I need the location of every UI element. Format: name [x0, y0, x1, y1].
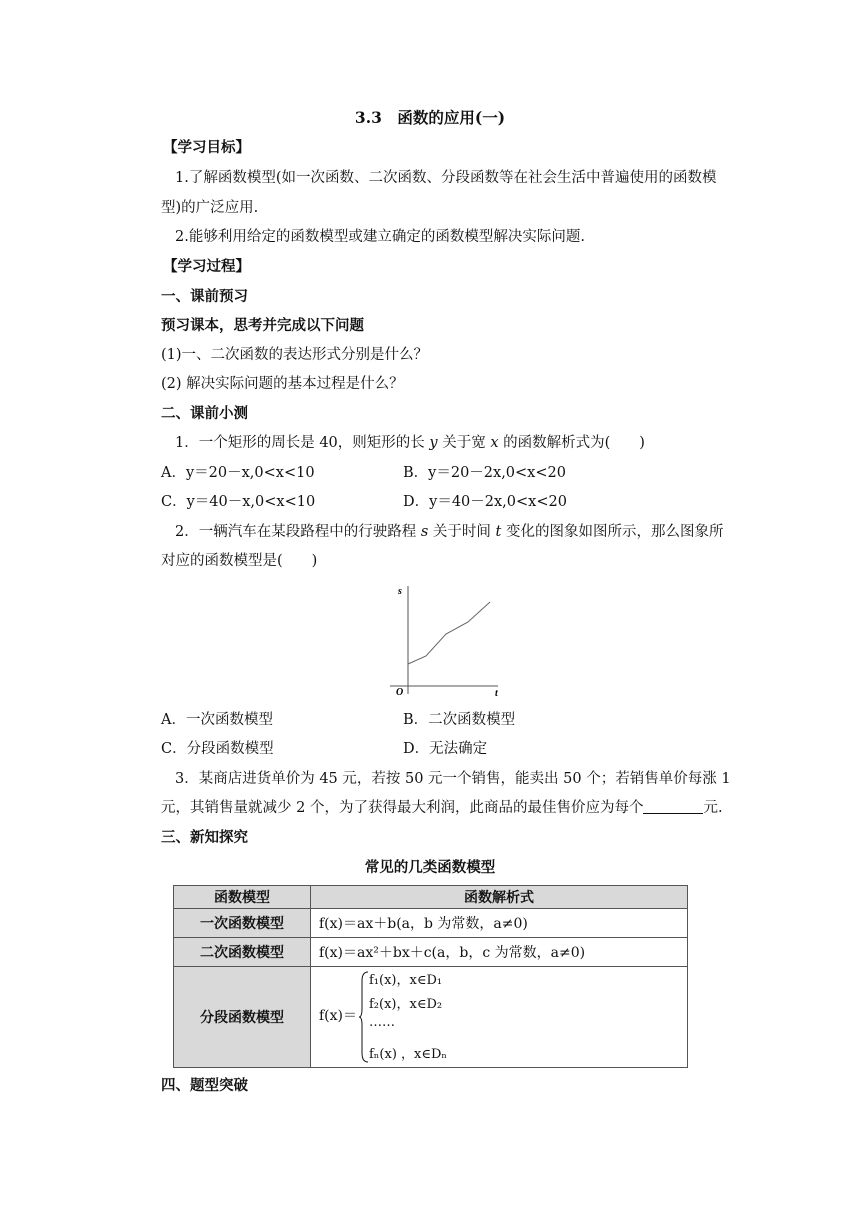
problem-2-line-2: 对应的函数模型是( ) [161, 553, 318, 569]
table-row [174, 938, 688, 967]
problem-1-option-b[interactable]: B．y＝20－2x,0<x<20 [403, 465, 566, 481]
function-model-table [173, 885, 688, 1068]
problem-1-stem [175, 433, 645, 453]
goal-2: 2.能够利用给定的函数模型或建立确定的函数模型解决实际问题. [175, 229, 585, 245]
table-row [174, 909, 688, 938]
piece-2: f₂(x)，x∈D₂ [369, 997, 443, 1012]
page-title: 3.3 函数的应用(一) [354, 108, 506, 127]
row-2-model: 二次函数模型 [174, 938, 311, 967]
piecewise-fx: f(x)＝ [319, 1008, 358, 1024]
problem-1-stem-a: 1．一个矩形的周长是 40，则矩形的长 [175, 435, 430, 451]
problem-1-stem-c: 的函数解析式为( ) [498, 435, 645, 451]
problem-1-stem-b: 关于宽 [437, 435, 491, 451]
problem-1-option-d[interactable]: D．y＝40－2x,0<x<20 [403, 494, 567, 510]
problem-3-line-1: 3．某商店进货单价为 45 元，若按 50 元一个销售，能卖出 50 个；若销售单价每涨 1 [175, 771, 731, 787]
graph-label-t: t [495, 688, 498, 698]
problem-2-line-1-c: 变化的图象如图所示，那么图象所 [501, 524, 724, 540]
problem-1-option-a[interactable]: A．y＝20－x,0<x<10 [161, 465, 315, 481]
question-2: (2) 解决实际问题的基本过程是什么？ [161, 376, 404, 392]
row-2-formula: f(x)＝ax²＋bx＋c(a，b，c 为常数，a≠0) [311, 938, 688, 967]
preview-heading: 一、课前预习 [161, 288, 248, 305]
problem-2-option-b[interactable]: B．二次函数模型 [403, 712, 516, 728]
problem-2-line-1-b: 关于时间 [428, 524, 496, 540]
explore-heading: 三、新知探究 [161, 829, 248, 846]
graph-label-o: O [396, 687, 404, 698]
problem-3-line-2-b: 元. [703, 800, 723, 816]
header-model: 函数模型 [174, 886, 311, 909]
table-row [174, 967, 688, 1068]
goal-1-line-1: 1.了解函数模型(如一次函数、二次函数、分段函数等在社会生活中普遍使用的函数模 [175, 170, 717, 186]
goal-1-line-2: 型)的广泛应用. [161, 200, 259, 216]
piece-ellipsis: …… [369, 1015, 395, 1030]
distance-time-graph [380, 576, 510, 698]
problem-1-var-y: y [429, 435, 438, 451]
table-header-row [174, 886, 688, 909]
answer-blank[interactable] [643, 799, 703, 814]
problem-3-line-2-a: 元，其销售量就减少 2 个，为了获得最大利润，此商品的最佳售价应为每个 [161, 800, 644, 816]
question-1: (1)一、二次函数的表达形式分别是什么？ [161, 347, 429, 363]
piece-1: f₁(x)，x∈D₁ [369, 973, 443, 988]
problem-1-option-c[interactable]: C．y＝40－x,0<x<10 [161, 494, 316, 510]
problem-2-var-s: s [420, 524, 429, 540]
graph-label-s: s [398, 586, 402, 597]
problem-3-line-2 [161, 798, 723, 818]
row-1-formula: f(x)＝ax＋b(a，b 为常数，a≠0) [311, 909, 688, 938]
problem-2-option-a[interactable]: A．一次函数模型 [161, 712, 273, 728]
goals-heading: 【学习目标】 [163, 139, 250, 156]
problem-2-line-1 [175, 522, 723, 542]
piece-n: fₙ(x) ，x∈Dₙ [369, 1047, 448, 1062]
problem-2-option-c[interactable]: C．分段函数模型 [161, 741, 274, 757]
row-1-model: 一次函数模型 [174, 909, 311, 938]
process-heading: 【学习过程】 [163, 258, 250, 275]
problem-2-var-t: t [495, 524, 502, 540]
breakthrough-heading: 四、题型突破 [161, 1077, 248, 1094]
problem-1-var-x: x [490, 435, 499, 451]
header-formula: 函数解析式 [311, 886, 688, 909]
preview-task: 预习课本，思考并完成以下问题 [161, 317, 364, 334]
row-3-model: 分段函数模型 [174, 967, 311, 1068]
table-caption: 常见的几类函数模型 [364, 859, 496, 876]
problem-2-line-1-a: 2．一辆汽车在某段路程中的行驶路程 [175, 524, 421, 540]
problem-2-option-d[interactable]: D．无法确定 [403, 741, 488, 757]
row-3-formula-cell [311, 967, 688, 1068]
left-brace-icon [359, 971, 369, 1063]
graph-curve [408, 602, 490, 664]
piecewise-formula [319, 967, 679, 1067]
test-heading: 二、课前小测 [161, 405, 248, 422]
